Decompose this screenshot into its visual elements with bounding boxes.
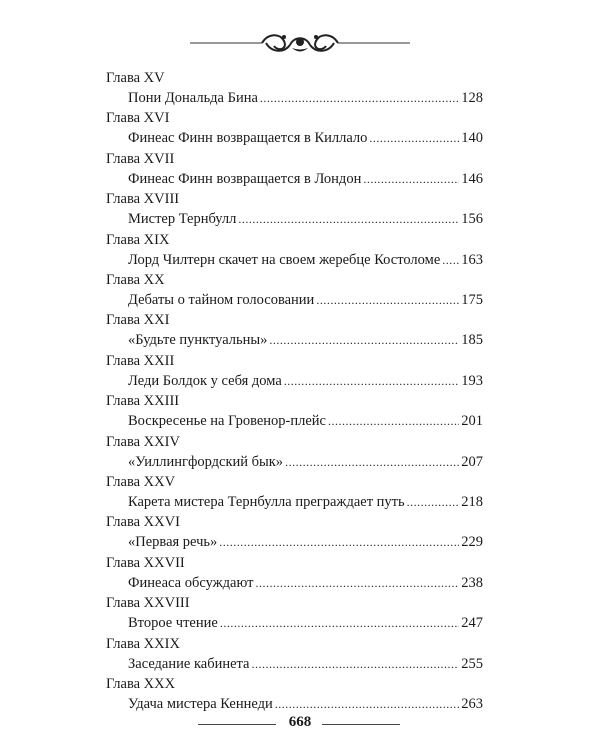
toc-entry (128, 412, 483, 430)
toc-chapter-label: Глава XXVII (106, 554, 185, 571)
ornament-divider-icon (0, 28, 600, 58)
toc-entry-page: 247 (461, 615, 483, 632)
toc-chapter-label: Глава XX (106, 272, 165, 288)
toc-entry-title: Финеас Финн возвращается в Лондон (128, 170, 362, 187)
toc-chapter-label: Глава XXVIII (106, 595, 190, 612)
toc-leader-dots (363, 170, 459, 188)
toc-chapter-label: Глава XVIII (106, 191, 180, 208)
toc-entry-title: Удача мистера Кеннеди (128, 696, 273, 712)
toc-leader-dots (369, 129, 459, 147)
toc-chapter-label: Глава XXX (106, 676, 176, 692)
toc-entry-title: Леди Болдок у себя дома (128, 372, 282, 389)
toc-entry (128, 695, 483, 713)
toc-entry-page: 218 (461, 494, 483, 510)
toc-entry (128, 129, 483, 147)
toc-entry-page: 175 (461, 292, 483, 308)
toc-entry-page: 263 (461, 696, 483, 712)
toc-chapter-label: Глава XIX (106, 231, 170, 248)
toc-leader-dots (255, 574, 459, 592)
toc-entry (128, 655, 483, 673)
toc-leader-dots (220, 614, 459, 632)
toc-entry-title: «Будьте пунктуальны» (128, 332, 268, 349)
toc-chapter-label: Глава XXI (106, 312, 170, 329)
toc-leader-dots (219, 533, 459, 551)
toc-entry-page: 201 (461, 413, 483, 430)
toc-chapter-label: Глава XV (106, 70, 165, 86)
toc-leader-dots (407, 493, 460, 511)
toc-entry (128, 210, 483, 228)
toc-entry (128, 533, 483, 551)
page-number: 668 (288, 714, 312, 730)
toc-entry-page: 146 (461, 170, 483, 187)
toc-leader-dots (252, 655, 460, 673)
toc-entry (128, 453, 483, 471)
toc-leader-dots (316, 291, 459, 309)
toc-entry (128, 614, 483, 632)
toc-entry-page: 128 (461, 90, 483, 106)
toc-entry-title: Заседание кабинета (128, 655, 250, 672)
toc-chapter-label: Глава XVI (106, 110, 170, 127)
toc-chapter-label: Глава XXIX (106, 635, 180, 652)
toc-leader-dots (275, 695, 460, 713)
toc-entry (128, 493, 483, 511)
footer-rule-right (322, 724, 400, 725)
toc-entry-page: 193 (461, 372, 483, 389)
toc-entry-title: Дебаты о тайном голосовании (128, 292, 315, 308)
toc-entry (128, 574, 483, 592)
toc-chapter-label: Глава XXV (106, 474, 176, 490)
toc-entry-title: Второе чтение (128, 615, 218, 632)
toc-leader-dots (260, 89, 459, 107)
toc-chapter-label: Глава XXIII (106, 393, 180, 410)
toc-entry-title: Пони Дональда Бина (128, 90, 258, 106)
toc-entry (128, 170, 483, 188)
toc-entry-title: Воскресенье на Гровенор-плейс (128, 413, 326, 430)
toc-leader-dots (285, 453, 459, 471)
toc-leader-dots (284, 372, 459, 390)
toc-entry (128, 291, 483, 309)
toc-entry (128, 89, 483, 107)
toc-entry-title: Лорд Чилтерн скачет на своем жеребце Костоломе (128, 251, 441, 268)
toc-entry-page: 229 (461, 534, 483, 551)
toc-entry-title: Финеаса обсуждают (128, 574, 254, 591)
toc-entry-page: 156 (461, 211, 483, 228)
toc-entry-page: 207 (461, 453, 483, 470)
toc-entry-page: 238 (461, 574, 483, 591)
toc-chapter-label: Глава XVII (106, 150, 175, 167)
toc-entry-page: 140 (461, 130, 483, 147)
toc-entry-page: 185 (461, 332, 483, 349)
toc-entry-title: Финеас Финн возвращается в Киллало (128, 130, 368, 147)
toc-entry (128, 331, 483, 349)
toc-leader-dots (328, 412, 459, 430)
toc-leader-dots (269, 331, 459, 349)
toc-entry-title: «Уиллингфордский бык» (128, 453, 284, 470)
footer-rule-left (198, 724, 276, 725)
toc-entry-title: Карета мистера Тернбулла преграждает путь (128, 494, 405, 510)
toc-entry (128, 372, 483, 390)
toc-chapter-label: Глава XXVI (106, 514, 180, 531)
toc-chapter-label: Глава XXII (106, 352, 175, 369)
toc-entry-title: Мистер Тернбулл (128, 211, 237, 228)
toc-leader-dots (238, 210, 459, 228)
toc-leader-dots (442, 251, 459, 269)
toc-entry-page: 163 (461, 251, 483, 268)
toc-chapter-label: Глава XXIV (106, 433, 180, 450)
toc-entry-title: «Первая речь» (128, 534, 218, 551)
page-footer (0, 712, 600, 736)
toc-entry-page: 255 (461, 655, 483, 672)
toc-entry (128, 251, 483, 269)
